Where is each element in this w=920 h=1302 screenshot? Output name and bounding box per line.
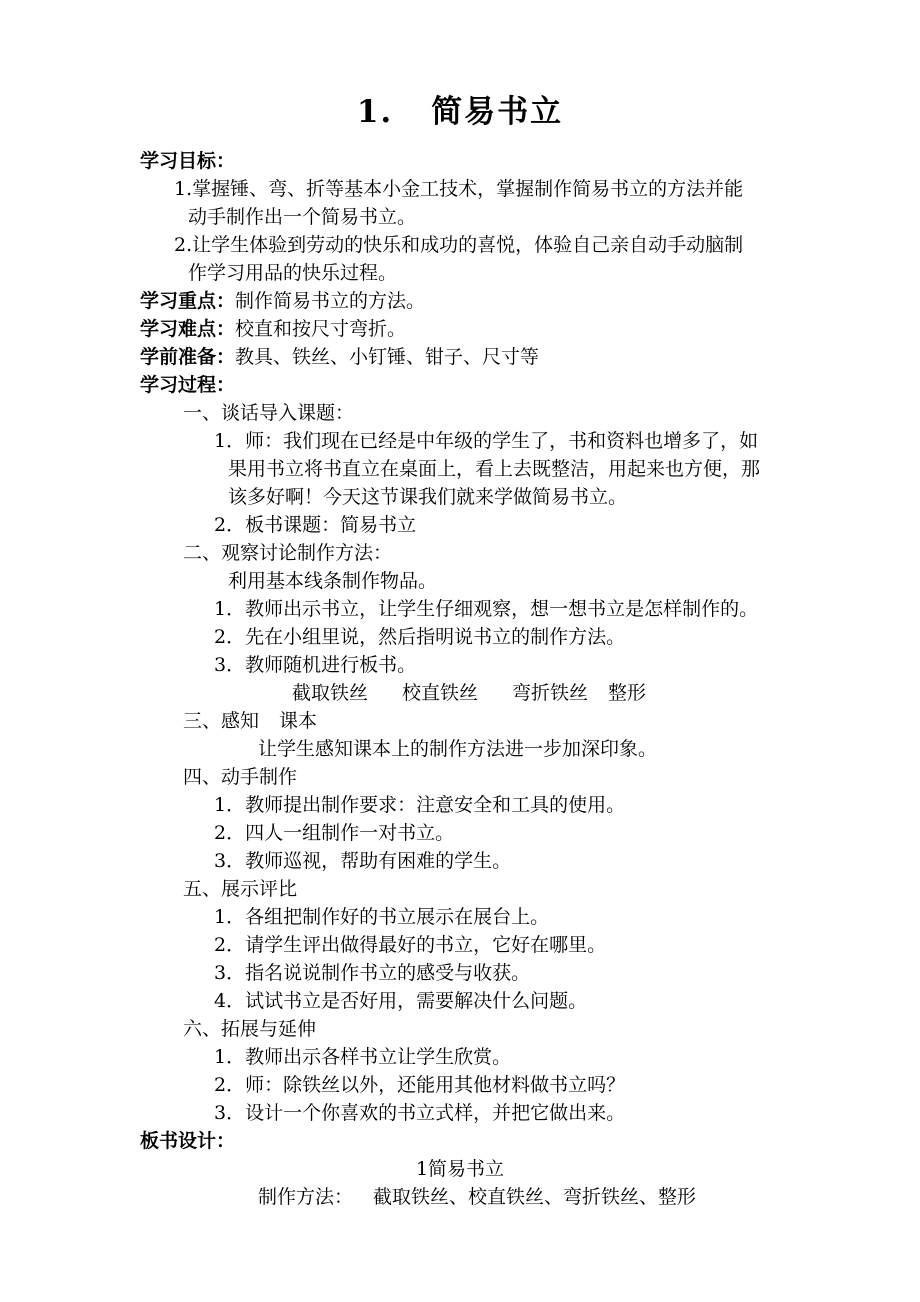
key-point-row — [140, 288, 425, 314]
section-1-heading: 一、谈话导入课题： — [183, 402, 355, 424]
section-6-heading: 六、拓展与延伸 — [183, 1018, 317, 1040]
section-5-item-4: 4．试试书立是否好用，需要解决什么问题。 — [214, 990, 588, 1012]
section-5-item-1: 1．各组把制作好的书立展示在展台上。 — [214, 906, 550, 928]
section-5-item-3: 3．指名说说制作书立的感受与收获。 — [214, 962, 531, 984]
section-3-heading — [183, 708, 317, 734]
difficulty-row — [140, 316, 406, 342]
section-2-item-2: 2．先在小组里说，然后指明说书立的制作方法。 — [214, 626, 626, 648]
board-design-method-label: 制作方法： — [258, 1186, 354, 1208]
section-4-item-3: 3．教师巡视，帮助有困难的学生。 — [214, 850, 512, 872]
board-step: 弯折铁丝 — [512, 682, 589, 704]
board-design-method-row — [258, 1184, 696, 1210]
section-5-heading: 五、展示评比 — [183, 878, 298, 900]
section-2-item-1: 1．教师出示书立，让学生仔细观察，想一想书立是怎样制作的。 — [214, 598, 759, 620]
board-steps-row — [292, 680, 646, 706]
section-1-item-1-line-2: 果用书立将书直立在桌面上，看上去既整洁，用起来也方便，那 — [228, 458, 761, 480]
board-design-title: 1简易书立 — [415, 1158, 505, 1180]
section-5-item-2: 2．请学生评出做得最好的书立，它好在哪里。 — [214, 934, 607, 956]
section-2-intro: 利用基本线条制作物品。 — [228, 570, 438, 592]
section-4-item-2: 2．四人一组制作一对书立。 — [214, 822, 455, 844]
objectives-label: 学习目标： — [140, 150, 236, 172]
key-point-label: 学习重点： — [140, 290, 236, 312]
section-1-item-1-line-3: 该多好啊！今天这节课我们就来学做简易书立。 — [228, 486, 628, 508]
preparation-row — [140, 344, 539, 370]
section-2-item-3: 3．教师随机进行板书。 — [214, 654, 417, 676]
objective-1-line-2: 动手制作出一个简易书立。 — [188, 206, 417, 228]
board-design-method-text: 截取铁丝、校直铁丝、弯折铁丝、整形 — [373, 1186, 697, 1208]
section-3-text: 让学生感知课本上的制作方法进一步加深印象。 — [258, 738, 658, 760]
preparation-text: 教具、铁丝、小钉锤、钳子、尺寸等 — [235, 346, 540, 368]
key-point-text: 制作简易书立的方法。 — [235, 290, 426, 312]
section-6-item-3: 3．设计一个你喜欢的书立式样，并把它做出来。 — [214, 1102, 626, 1124]
difficulty-text: 校直和按尺寸弯折。 — [235, 318, 407, 340]
page-title — [0, 86, 920, 131]
section-2-heading: 二、观察讨论制作方法： — [183, 542, 393, 564]
section-4-heading: 四、动手制作 — [183, 766, 298, 788]
section-3-heading-part-a: 三、感知 — [183, 710, 260, 732]
section-1-item-1-line-1: 1．师：我们现在已经是中年级的学生了，书和资料也增多了，如 — [214, 430, 759, 452]
section-3-heading-part-b: 课本 — [279, 710, 318, 732]
process-label: 学习过程： — [140, 374, 236, 396]
board-step: 整形 — [608, 682, 647, 704]
section-1-item-2: 2．板书课题：简易书立 — [214, 514, 417, 536]
section-4-item-1: 1．教师提出制作要求：注意安全和工具的使用。 — [214, 794, 626, 816]
board-design-label: 板书设计： — [140, 1130, 236, 1152]
section-6-item-2: 2．师：除铁丝以外，还能用其他材料做书立吗？ — [214, 1074, 626, 1096]
preparation-label: 学前准备： — [140, 346, 236, 368]
board-step: 校直铁丝 — [402, 682, 479, 704]
difficulty-label: 学习难点： — [140, 318, 236, 340]
section-6-item-1: 1．教师出示各样书立让学生欣赏。 — [214, 1046, 512, 1068]
title-text: 简易书立 — [431, 94, 564, 130]
objective-2-line-1: 2.让学生体验到劳动的快乐和成功的喜悦，体验自己亲自动手动脑制 — [174, 234, 744, 256]
board-step: 截取铁丝 — [292, 682, 369, 704]
objective-1-line-1: 1.掌握锤、弯、折等基本小金工技术，掌握制作简易书立的方法并能 — [174, 178, 744, 200]
title-number: 1. — [356, 94, 394, 130]
objective-2-line-2: 作学习用品的快乐过程。 — [188, 262, 398, 284]
